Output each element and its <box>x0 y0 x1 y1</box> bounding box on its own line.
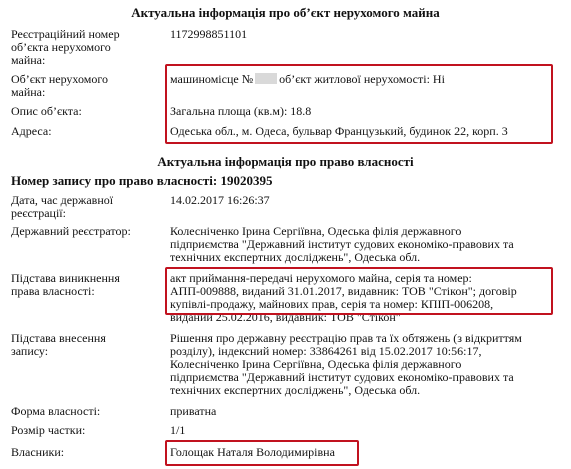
label-share: Розмір частки: <box>11 423 86 437</box>
value-description: Загальна площа (кв.м): 18.8 <box>170 104 312 118</box>
label-ownership-basis-line1: Підстава виникнення <box>11 271 120 285</box>
value-record-basis-line5: технічних експертних досліджень", Одеська обл. <box>170 383 421 397</box>
label-owners: Власники: <box>11 445 65 459</box>
label-object-type-line2: майна: <box>11 85 46 99</box>
value-owners: Голощак Наталя Володимирівна <box>170 445 335 459</box>
value-ownership-basis-line4: виданий 25.02.2016, видавник: ТОВ "Стікон" <box>170 310 401 324</box>
value-ownership-basis-line3: купівлі-продажу, майнових прав, серія та номер: КПІП-006208, <box>170 297 494 311</box>
label-record-basis-line1: Підстава внесення <box>11 331 106 345</box>
value-record-basis-line4: підприємства "Державний інститут судових економіко-правових та <box>170 370 514 384</box>
value-address: Одеська обл., м. Одеса, бульвар Французький, будинок 22, корп. 3 <box>170 124 508 138</box>
value-registrar-line3: технічних експертних досліджень", Одеська обл. <box>170 250 421 264</box>
record-heading: Номер запису про право власності: 19020395 <box>11 173 273 188</box>
value-share: 1/1 <box>170 423 186 437</box>
value-record-basis-line1: Рішення про державну реєстрацію прав та їх обтяжень (з відкриттям <box>170 331 522 345</box>
highlight-ownership-basis-box <box>165 267 553 315</box>
highlight-owner-box <box>165 440 359 466</box>
label-ownership-basis-line2: права власності: <box>11 284 95 298</box>
value-record-basis-line3: Колесніченко Ірина Сергіївна, Одеська філія державного <box>170 357 462 371</box>
value-record-basis-line2: розділу), індексний номер: 33864261 від 15.02.2017 10:56:17, <box>170 344 482 358</box>
value-ownership-basis-line1: акт приймання-передачі нерухомого майна, серія та номер: <box>170 271 472 285</box>
label-reg-number-line1: Реєстраційний номер <box>11 27 120 41</box>
value-ownership-basis-line2: АПП-009888, виданий 31.01.2017, видавник: ТОВ "Стікон"; договір <box>170 284 517 298</box>
label-ownership-form: Форма власності: <box>11 404 101 418</box>
value-reg-number: 1172998851101 <box>170 27 248 41</box>
value-reg-date: 14.02.2017 16:26:37 <box>170 193 270 207</box>
value-object-type-suffix: об’єкт житлової нерухомості: Ні <box>279 72 445 86</box>
value-object-type-prefix: машиномісце № <box>170 72 254 86</box>
highlight-object-box <box>165 64 553 144</box>
label-reg-number-line2: об’єкта нерухомого <box>11 40 111 54</box>
label-registrar: Державний реєстратор: <box>11 224 131 238</box>
label-reg-date-line2: реєстрації: <box>11 206 66 220</box>
label-description: Опис об’єкта: <box>11 104 82 118</box>
label-address: Адреса: <box>11 124 52 138</box>
label-object-type-line1: Об’єкт нерухомого <box>11 72 108 86</box>
section-rights-title: Актуальна інформація про право власності <box>157 154 414 169</box>
section-object-title: Актуальна інформація про об’єкт нерухомого майна <box>131 5 440 20</box>
label-reg-date-line1: Дата, час державної <box>11 193 114 207</box>
value-registrar-line2: підприємства "Державний інститут судових економіко-правових та <box>170 237 514 251</box>
value-ownership-form: приватна <box>170 404 217 418</box>
value-registrar-line1: Колесніченко Ірина Сергіївна, Одеська філія державного <box>170 224 462 238</box>
label-record-basis-line2: запису: <box>11 344 49 358</box>
label-reg-number-line3: майна: <box>11 53 46 67</box>
